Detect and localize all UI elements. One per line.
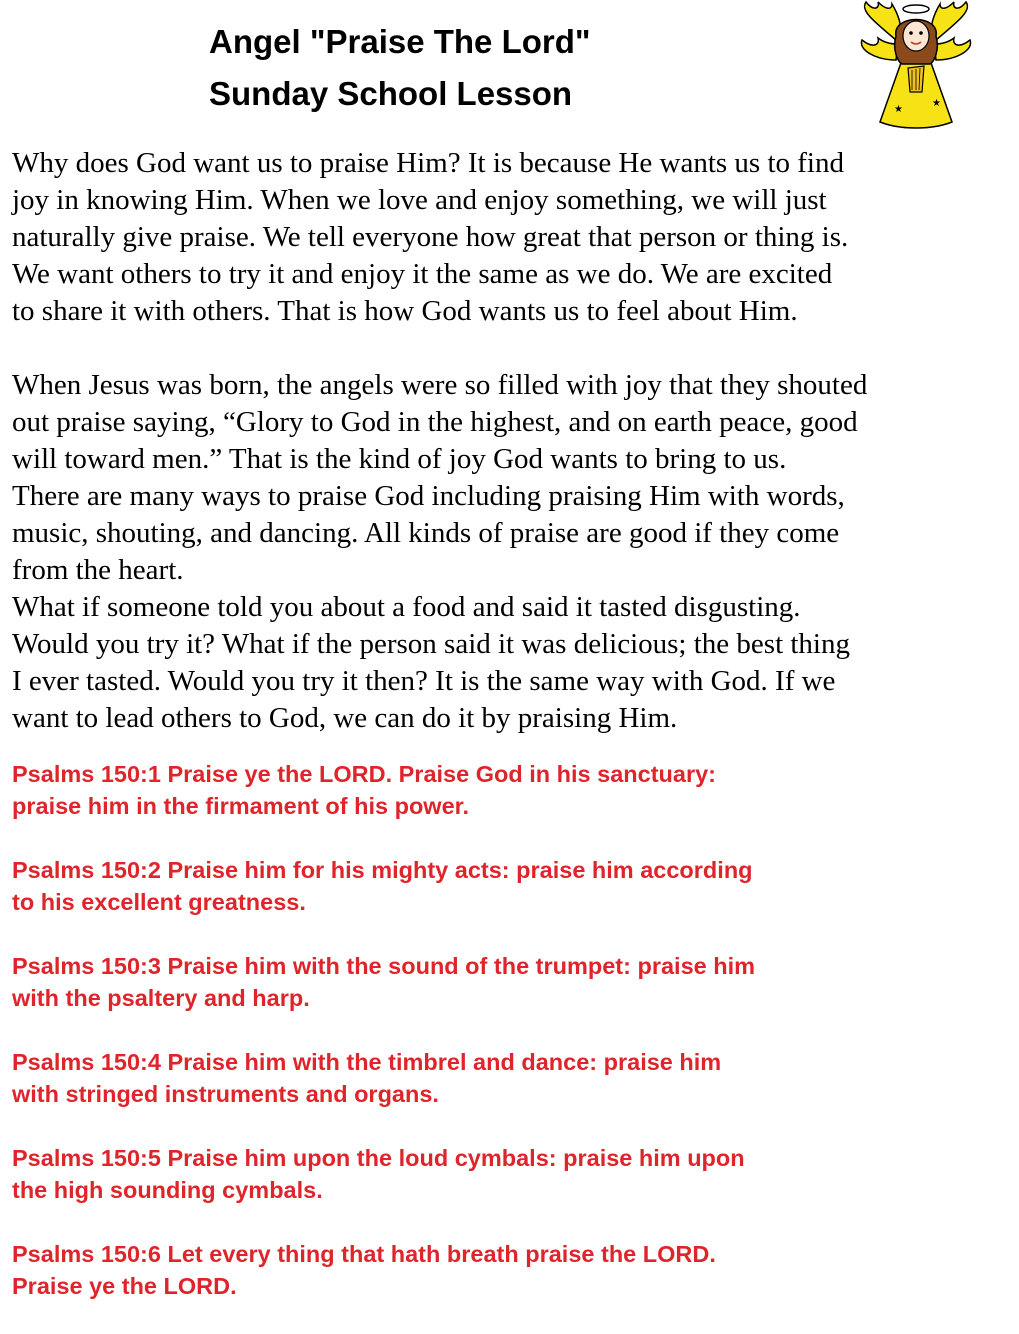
verse-line: Psalms 150:3 Praise him with the sound of the trumpet: praise him <box>12 953 756 979</box>
text-line: to share it with others. That is how God wants us to feel about Him. <box>12 295 798 327</box>
text-line: When Jesus was born, the angels were so filled with joy that they shouted <box>12 369 868 401</box>
verse-line: with stringed instruments and organs. <box>12 1081 439 1107</box>
text-line: joy in knowing Him. When we love and enjoy something, we will just <box>12 184 827 216</box>
verse-150-2 <box>12 854 1012 918</box>
verse-150-4 <box>12 1046 1012 1110</box>
lesson-body <box>12 145 1012 737</box>
verse-line: Psalms 150:2 Praise him for his mighty acts: praise him according <box>12 857 753 883</box>
text-line: We want others to try it and enjoy it the same as we do. We are excited <box>12 258 833 290</box>
paragraph-2 <box>12 367 1012 737</box>
verse-line: with the psaltery and harp. <box>12 985 310 1011</box>
verse-line: Psalms 150:5 Praise him upon the loud cymbals: praise him upon <box>12 1145 745 1171</box>
text-line: will toward men.” That is the kind of joy God wants to bring to us. <box>12 443 787 475</box>
verse-150-5 <box>12 1142 1012 1206</box>
svg-text:★: ★ <box>894 104 903 115</box>
text-line: Why does God want us to praise Him? It is because He wants us to find <box>12 147 844 179</box>
title-line-1: Angel "Praise The Lord" <box>209 23 591 60</box>
svg-text:★: ★ <box>932 98 941 109</box>
text-line: naturally give praise. We tell everyone how great that person or thing is. <box>12 221 849 253</box>
text-line: out praise saying, “Glory to God in the highest, and on earth peace, good <box>12 406 858 438</box>
paragraph-gap <box>12 330 1012 367</box>
verse-150-3 <box>12 950 1012 1014</box>
verse-line: Psalms 150:1 Praise ye the LORD. Praise God in his sanctuary: <box>12 761 716 787</box>
verse-line: to his excellent greatness. <box>12 889 306 915</box>
verse-150-6 <box>12 1238 1012 1302</box>
text-line: Would you try it? What if the person said it was delicious; the best thing <box>12 628 850 660</box>
verse-line: Psalms 150:4 Praise him with the timbrel and dance: praise him <box>12 1049 722 1075</box>
text-line: I ever tasted. Would you try it then? It is the same way with God. If we <box>12 665 836 697</box>
text-line: There are many ways to praise God including praising Him with words, <box>12 480 845 512</box>
text-line: want to lead others to God, we can do it by praising Him. <box>12 702 678 734</box>
text-line: from the heart. <box>12 554 184 586</box>
paragraph-1 <box>12 145 1012 330</box>
title-line-2: Sunday School Lesson <box>209 75 573 112</box>
angel-with-harp-icon <box>852 0 980 130</box>
verse-150-1 <box>12 758 1012 822</box>
verse-line: the high sounding cymbals. <box>12 1177 323 1203</box>
text-line: What if someone told you about a food and said it tasted disgusting. <box>12 591 801 623</box>
page-title <box>209 16 769 120</box>
verse-line: praise him in the firmament of his power. <box>12 793 470 819</box>
verse-line: Praise ye the LORD. <box>12 1273 237 1299</box>
text-line: music, shouting, and dancing. All kinds of praise are good if they come <box>12 517 840 549</box>
verse-line: Psalms 150:6 Let every thing that hath breath praise the LORD. <box>12 1241 716 1267</box>
verse-list <box>12 758 1012 1334</box>
